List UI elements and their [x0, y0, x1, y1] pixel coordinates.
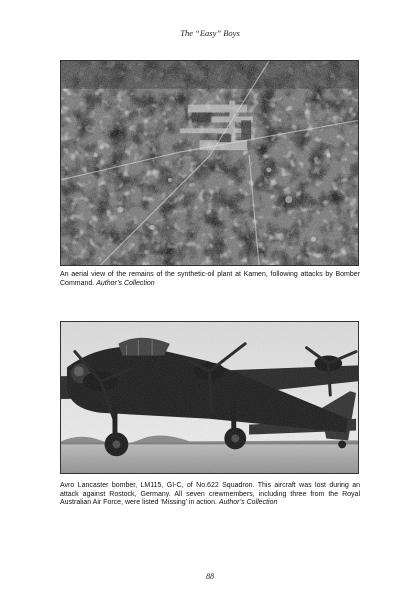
running-head: The “Easy” Boys — [180, 28, 240, 38]
aerial-photo — [60, 60, 359, 266]
lancaster-photo — [60, 321, 359, 474]
caption-text-1: An aerial view of the remains of the synthetic-oil plant at Kamen, following attacks by Bomber Command. — [60, 271, 360, 287]
caption-text-2: Avro Lancaster bomber, LM115, GI-C, of No.622 Squadron. This aircraft was lost during an attack against Rostock, Germany. All seven crewmembers, including three from the Royal Australian Air Force, were listed ‘Missing’ in action. — [60, 482, 360, 507]
caption-credit-2: Author’s Collection — [218, 499, 278, 507]
aerial-photo-image — [61, 61, 358, 265]
page-number: 88 — [206, 572, 214, 581]
figure-caption-1 — [60, 271, 360, 288]
lancaster-photo-image — [61, 322, 358, 473]
figure-caption-2 — [60, 482, 360, 508]
caption-credit-1: Author’s Collection — [96, 279, 155, 287]
